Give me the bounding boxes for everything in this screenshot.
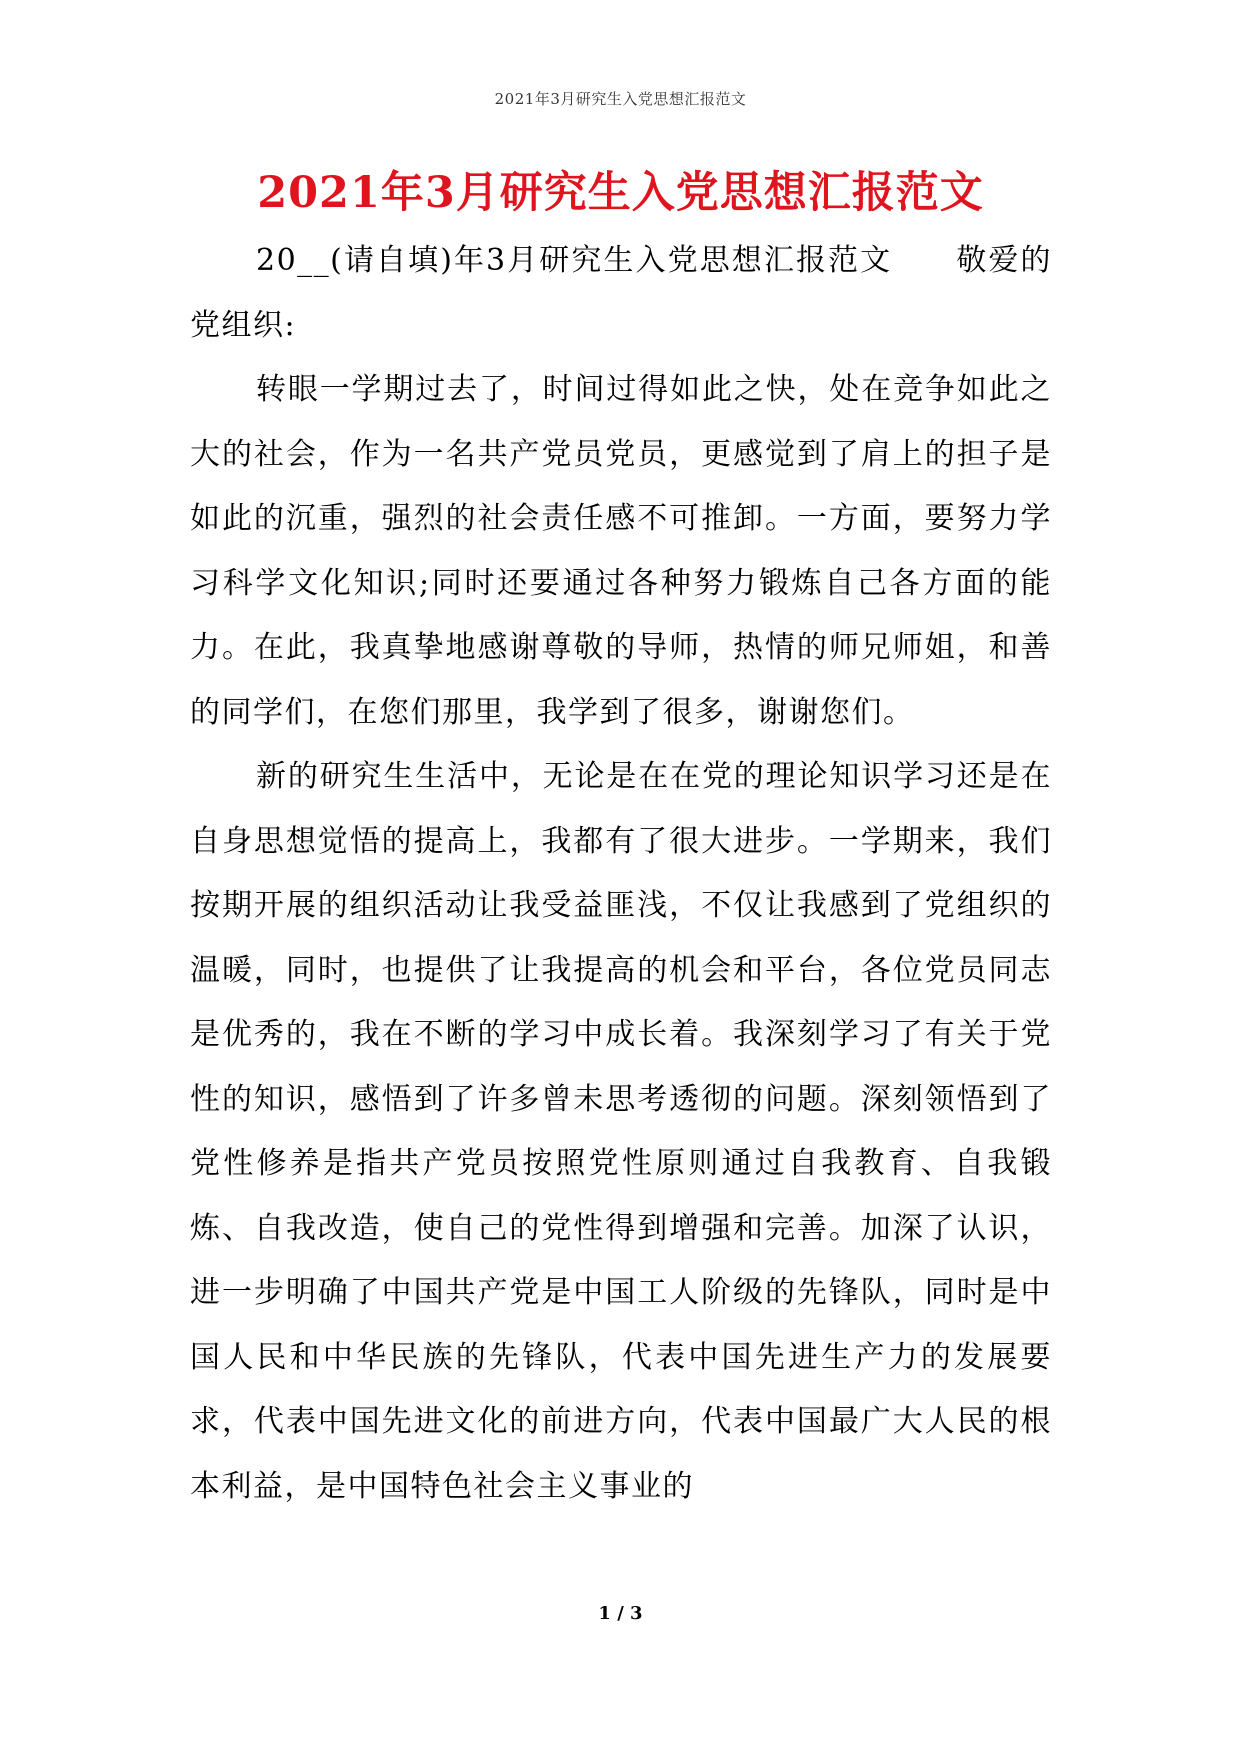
- paragraph-intro: 转眼一学期过去了，时间过得如此之快，处在竞争如此之大的社会，作为一名共产党员党员，更感觉到了肩上的担子是如此的沉重，强烈的社会责任感不可推卸。一方面，要努力学习科学文化知识;同时还要通过各种努力锻炼自己各方面的能力。在此，我真挚地感谢尊敬的导师，热情的师兄师姐，和善的同学们，在您们那里，我学到了很多，谢谢您们。: [190, 372, 1052, 730]
- document-title: 2021年3月研究生入党思想汇报范文: [257, 168, 984, 218]
- page-number: 1 / 3: [598, 1603, 643, 1624]
- running-header: 2021年3月研究生入党思想汇报范文: [494, 90, 747, 108]
- document-body: [190, 229, 1052, 1519]
- paragraph-study: 新的研究生生活中，无论是在在党的理论知识学习还是在自身思想觉悟的提高上，我都有了很大进步。一学期来，我们按期开展的组织活动让我受益匪浅，不仅让我感到了党组织的温暖，同时，也提供了让我提高的机会和平台，各位党员同志是优秀的，我在不断的学习中成长着。我深刻学习了有关于党性的知识，感悟到了许多曾未思考透彻的问题。深刻领悟到了党性修养是指共产党员按照党性原则通过自我教育、自我锻炼、自我改造，使自己的党性得到增强和完善。加深了认识，进一步明确了中国共产党是中国工人阶级的先锋队，同时是中国人民和中华民族的先锋队，代表中国先进生产力的发展要求，代表中国先进文化的前进方向，代表中国最广大人民的根本利益，是中国特色社会主义事业的: [190, 759, 1052, 1504]
- paragraph-salutation: 20__(请自填)年3月研究生入党思想汇报范文 敬爱的党组织:: [190, 243, 1052, 343]
